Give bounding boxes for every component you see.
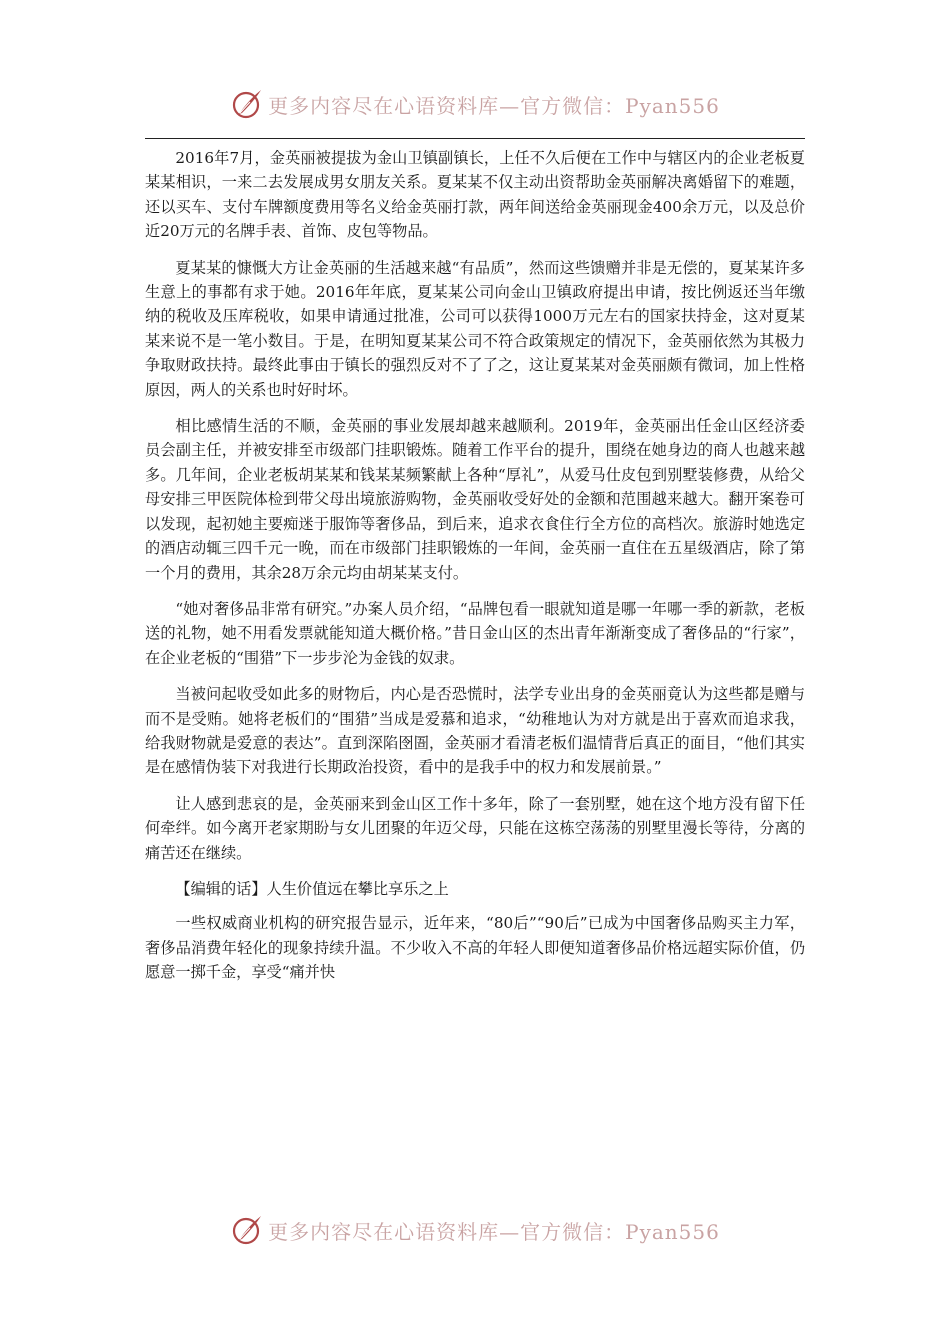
- header-banner-text: 更多内容尽在心语资料库—官方微信：Pyan556: [268, 93, 720, 118]
- paragraph-2: 夏某某的慷慨大方让金英丽的生活越来越“有品质”，然而这些馈赠并非是无偿的，夏某某许多生意上的事都有求于她。2016年年底，夏某某公司向金山卫镇政府提出申请，按比例返还当年缴纳的税收及压库税收，如果申请通过批准，公司可以获得1000万元左右的国家扶持金，这对夏某某来说不是一笔小数目。于是，在明知夏某某公司不符合政策规定的情况下，金英丽依然为其极力争取财政扶持。最终此事由于镇长的强烈反对不了了之，这让夏某某对金英丽颇有微词，加上性格原因，两人的关系也时好时坏。: [145, 258, 805, 399]
- quill-logo-icon: [230, 1213, 264, 1247]
- paragraph-6: 让人感到悲哀的是，金英丽来到金山区工作十多年，除了一套别墅，她在这个地方没有留下任何牵绊。如今离开老家期盼与女儿团聚的年迈父母，只能在这栋空荡荡的别墅里漫长等待，分离的痛苦还在继续。: [145, 794, 805, 862]
- header-divider: [145, 138, 805, 139]
- paragraph-5: 当被问起收受如此多的财物后，内心是否恐慌时，法学专业出身的金英丽竟认为这些都是赠与而不是受贿。她将老板们的“围猎”当成是爱慕和追求，“幼稚地认为对方就是出于喜欢而追求我，给我财物就是爱意的表达”。直到深陷囹圄，金英丽才看清老板们温情背后真正的面目，“他们其实是在感情伪装下对我进行长期政治投资，看中的是我手中的权力和发展前景。”: [145, 685, 805, 777]
- footer-banner-text: 更多内容尽在心语资料库—官方微信：Pyan556: [268, 1219, 720, 1244]
- paragraph-4: “她对奢侈品非常有研究。”办案人员介绍，“品牌包看一眼就知道是哪一年哪一季的新款，老板送的礼物，她不用看发票就能知道大概价格。”昔日金山区的杰出青年渐渐变成了奢侈品的“行家”，在企业老板的“围猎”下一步步沦为金钱的奴隶。: [145, 599, 805, 667]
- header-banner: [0, 84, 950, 124]
- paragraph-7: 一些权威商业机构的研究报告显示，近年来，“80后”“90后”已成为中国奢侈品购买主力军，奢侈品消费年轻化的现象持续升温。不少收入不高的年轻人即便知道奢侈品价格远超实际价值，仍愿意一掷千金，享受“痛并快: [145, 914, 805, 982]
- editor-heading: 【编辑的话】人生价值远在攀比享乐之上: [175, 879, 449, 898]
- paragraph-1: 2016年7月，金英丽被提拔为金山卫镇副镇长，上任不久后便在工作中与辖区内的企业老板夏某某相识，一来二去发展成男女朋友关系。夏某某不仅主动出资帮助金英丽解决离婚留下的难题，还以买车、支付车牌额度费用等名义给金英丽打款，两年间送给金英丽现金400余万元，以及总价近20万元的名牌手表、首饰、皮包等物品。: [145, 149, 805, 241]
- article-body: [145, 146, 805, 997]
- footer-banner: [0, 1210, 950, 1250]
- quill-logo-icon: [230, 87, 264, 121]
- paragraph-3: 相比感情生活的不顺，金英丽的事业发展却越来越顺利。2019年，金英丽出任金山区经济委员会副主任，并被安排至市级部门挂职锻炼。随着工作平台的提升，围绕在她身边的商人也越来越多。几年间，企业老板胡某某和钱某某频繁献上各种“厚礼”，从爱马仕皮包到别墅装修费，从给父母安排三甲医院体检到带父母出境旅游购物，金英丽收受好处的金额和范围越来越大。翻开案卷可以发现，起初她主要痴迷于服饰等奢侈品，到后来，追求衣食住行全方位的高档次。旅游时她选定的酒店动辄三四千元一晚，而在市级部门挂职锻炼的一年间，金英丽一直住在五星级酒店，除了第一个月的费用，其余28万余元均由胡某某支付。: [145, 417, 805, 582]
